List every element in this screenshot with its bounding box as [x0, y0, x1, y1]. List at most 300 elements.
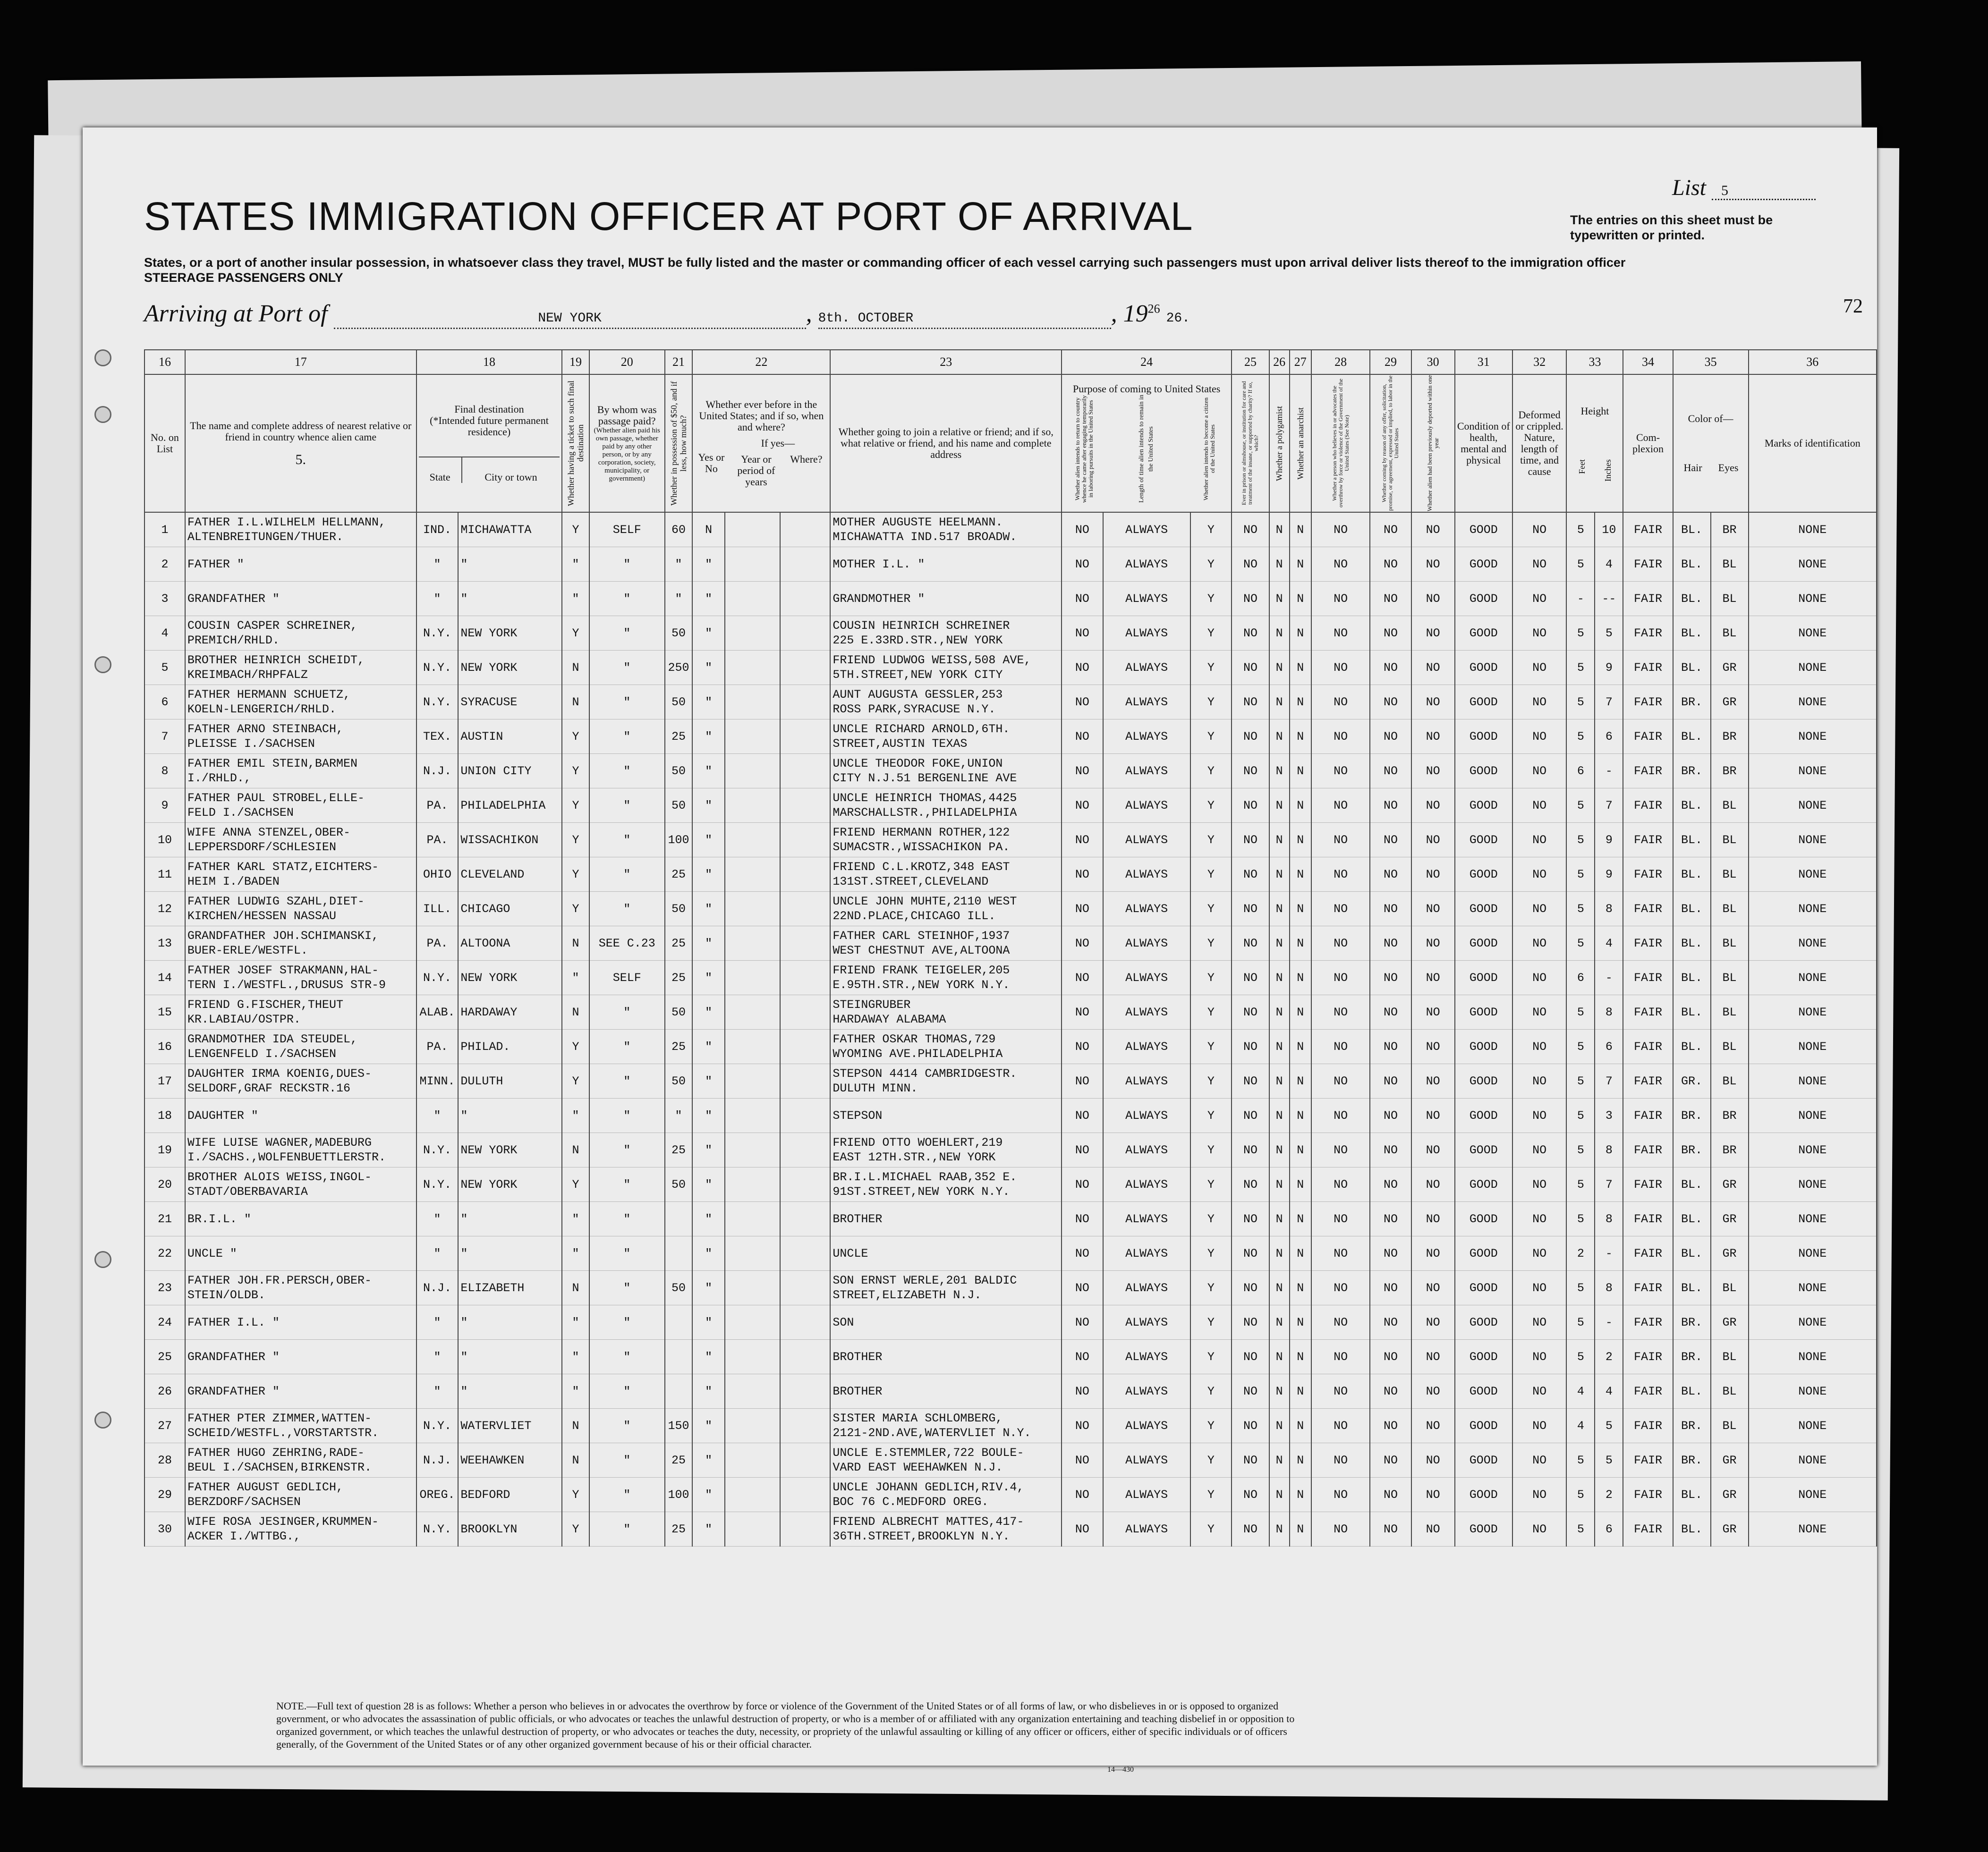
eyes-cell: BL: [1711, 1271, 1749, 1305]
overthrow-cell: NO: [1311, 892, 1370, 926]
hair-cell: BR.: [1673, 1099, 1711, 1133]
state-cell: ILL.: [416, 892, 459, 926]
joining-cell: [830, 1409, 1062, 1443]
anarchist-cell: N: [1290, 1064, 1311, 1099]
year-period-cell: [725, 616, 780, 651]
complexion-cell: FAIR: [1623, 1478, 1673, 1512]
year-period-cell: [725, 1374, 780, 1409]
polygamist-cell: N: [1269, 754, 1290, 788]
height-inches-cell: 8: [1595, 1133, 1623, 1167]
year-period-cell: [725, 754, 780, 788]
year-period-cell: [725, 1099, 780, 1133]
row-number: 7: [144, 719, 185, 754]
page-title: STATES IMMIGRATION OFFICER AT PORT OF ARRIVAL: [144, 194, 1193, 238]
complexion-cell: FAIR: [1623, 926, 1673, 961]
deformed-cell: NO: [1512, 1064, 1567, 1099]
col-ever-before: [692, 374, 830, 512]
eyes-cell: BL: [1711, 892, 1749, 926]
col-marks: Marks of identification: [1749, 374, 1877, 512]
nearest-relative-cell-line: FATHER HERMANN SCHUETZ,: [187, 688, 350, 702]
joining-cell-line: 36TH.STREET,BROOKLYN N.Y.: [833, 1530, 1010, 1543]
nearest-relative-cell-line: DAUGHTER IRMA KOENIG,DUES-: [187, 1067, 372, 1081]
complexion-cell: FAIR: [1623, 512, 1673, 547]
cash-cell: ": [665, 547, 693, 582]
length-of-stay-cell: ALWAYS: [1103, 857, 1190, 892]
citizen-cell: Y: [1190, 892, 1232, 926]
return-cell: NO: [1062, 1512, 1103, 1547]
cash-cell: 100: [665, 823, 693, 857]
prison-cell: NO: [1232, 1478, 1269, 1512]
eyes-cell: GR: [1711, 1236, 1749, 1271]
overthrow-cell: NO: [1311, 582, 1370, 616]
nearest-relative-cell-line: KREIMBACH/RHPFALZ: [187, 668, 308, 682]
height-inches-cell: 5: [1595, 616, 1623, 651]
overthrow-cell: NO: [1311, 995, 1370, 1030]
row-number: 10: [144, 823, 185, 857]
row-number: 29: [144, 1478, 185, 1512]
height-feet-cell: 6: [1566, 961, 1595, 995]
nearest-relative-cell: [185, 616, 416, 651]
joining-cell-line: 225 E.33RD.STR.,NEW YORK: [833, 634, 1003, 647]
passage-paid-cell: ": [589, 1271, 665, 1305]
year-period-cell: [725, 1340, 780, 1374]
joining-cell-line: AUNT AUGUSTA GESSLER,253: [833, 688, 1003, 702]
prison-cell: NO: [1232, 1133, 1269, 1167]
citizen-cell: Y: [1190, 651, 1232, 685]
height-feet-cell: 5: [1566, 1167, 1595, 1202]
height-feet-cell: 5: [1566, 1478, 1595, 1512]
complexion-cell: FAIR: [1623, 651, 1673, 685]
passage-paid-cell: ": [589, 719, 665, 754]
been-before-cell: ": [692, 616, 725, 651]
overthrow-cell: NO: [1311, 1409, 1370, 1443]
deported-cell: NO: [1411, 616, 1455, 651]
return-cell: NO: [1062, 1064, 1103, 1099]
cash-cell: 25: [665, 961, 693, 995]
polygamist-cell: N: [1269, 1064, 1290, 1099]
col-hair: Hair: [1683, 462, 1702, 474]
health-cell: GOOD: [1455, 961, 1512, 995]
polygamist-cell: N: [1269, 857, 1290, 892]
return-cell: NO: [1062, 961, 1103, 995]
joining-cell-line: STEPSON: [833, 1108, 883, 1123]
ticket-cell: Y: [562, 823, 589, 857]
eyes-cell: BR: [1711, 1133, 1749, 1167]
length-of-stay-cell: ALWAYS: [1103, 892, 1190, 926]
return-cell: NO: [1062, 892, 1103, 926]
nearest-relative-cell-line: FATHER ARNO STEINBACH,: [187, 722, 343, 736]
joining-cell: [830, 1064, 1062, 1099]
deformed-cell: NO: [1512, 995, 1567, 1030]
nearest-relative-cell-line: FATHER HUGO ZEHRING,RADE-: [187, 1446, 365, 1460]
deformed-cell: NO: [1512, 685, 1567, 719]
marks-cell: NONE: [1749, 1305, 1877, 1340]
overthrow-cell: NO: [1311, 1133, 1370, 1167]
contract-labor-cell: NO: [1370, 685, 1411, 719]
hair-cell: BL.: [1673, 892, 1711, 926]
arriving-label: Arriving at Port of: [144, 300, 328, 327]
deformed-cell: NO: [1512, 1167, 1567, 1202]
joining-cell-line: UNCLE: [833, 1246, 868, 1260]
ticket-cell: Y: [562, 1478, 589, 1512]
col-label: Whether in possession of $50, and if less, how much?: [669, 381, 688, 506]
passage-paid-cell: SELF: [589, 961, 665, 995]
hair-cell: BL.: [1673, 582, 1711, 616]
passage-paid-cell: ": [589, 892, 665, 926]
state-cell: PA.: [416, 1030, 459, 1064]
length-of-stay-cell: ALWAYS: [1103, 1167, 1190, 1202]
list-number: [1672, 175, 1816, 201]
state-cell: ": [416, 1305, 459, 1340]
col-eyes: Eyes: [1718, 462, 1739, 474]
health-cell: GOOD: [1455, 1271, 1512, 1305]
ticket-cell: ": [562, 547, 589, 582]
city-cell: MICHAWATTA: [458, 512, 562, 547]
year-period-cell: [725, 1236, 780, 1271]
nearest-relative-cell-line: GRANDFATHER ": [187, 592, 280, 606]
nearest-relative-cell: [185, 582, 416, 616]
marks-cell: NONE: [1749, 1340, 1877, 1374]
deported-cell: NO: [1411, 685, 1455, 719]
state-cell: ": [416, 1236, 459, 1271]
nearest-relative-cell: [185, 1030, 416, 1064]
ticket-cell: N: [562, 1133, 589, 1167]
citizen-cell: Y: [1190, 1478, 1232, 1512]
length-of-stay-cell: ALWAYS: [1103, 1305, 1190, 1340]
table-row: [144, 1271, 1877, 1305]
height-feet-cell: 5: [1566, 857, 1595, 892]
nearest-relative-cell-line: STEIN/OLDB.: [187, 1288, 265, 1302]
cash-cell: 50: [665, 616, 693, 651]
punch-hole: [94, 656, 111, 673]
cash-cell: 50: [665, 1271, 693, 1305]
year-period-cell: [725, 719, 780, 754]
height-feet-cell: 5: [1566, 1064, 1595, 1099]
where-cell: [780, 582, 831, 616]
joining-cell: [830, 857, 1062, 892]
been-before-cell: ": [692, 685, 725, 719]
eyes-cell: BR: [1711, 1099, 1749, 1133]
city-cell: PHILADELPHIA: [458, 788, 562, 823]
col-purpose-citizen: Whether alien intends to become a citizen of the United States: [1202, 397, 1216, 501]
col-inches: Inches: [1603, 459, 1613, 482]
city-cell: NEW YORK: [458, 1167, 562, 1202]
page-number: 72: [1843, 296, 1863, 317]
health-cell: GOOD: [1455, 651, 1512, 685]
nearest-relative-cell: [185, 961, 416, 995]
cash-cell: 250: [665, 651, 693, 685]
nearest-relative-cell-line: GRANDFATHER ": [187, 1384, 280, 1398]
table-row: [144, 1030, 1877, 1064]
where-cell: [780, 788, 831, 823]
height-inches-cell: 5: [1595, 1409, 1623, 1443]
hair-cell: BL.: [1673, 961, 1711, 995]
anarchist-cell: N: [1290, 1167, 1311, 1202]
health-cell: GOOD: [1455, 823, 1512, 857]
state-cell: ": [416, 582, 459, 616]
anarchist-cell: N: [1290, 1340, 1311, 1374]
joining-cell: [830, 1512, 1062, 1547]
col-number: 33: [1566, 350, 1623, 374]
punch-hole: [94, 349, 111, 366]
citizen-cell: Y: [1190, 1271, 1232, 1305]
length-of-stay-cell: ALWAYS: [1103, 1443, 1190, 1478]
return-cell: NO: [1062, 1271, 1103, 1305]
joining-cell: [830, 995, 1062, 1030]
joining-cell-line: DULUTH MINN.: [833, 1082, 918, 1095]
hair-cell: BL.: [1673, 1167, 1711, 1202]
cash-cell: 50: [665, 788, 693, 823]
ticket-cell: Y: [562, 1167, 589, 1202]
health-cell: GOOD: [1455, 1478, 1512, 1512]
where-cell: [780, 1409, 831, 1443]
year-period-cell: [725, 892, 780, 926]
contract-labor-cell: NO: [1370, 823, 1411, 857]
cash-cell: 25: [665, 1133, 693, 1167]
ticket-cell: N: [562, 926, 589, 961]
length-of-stay-cell: ALWAYS: [1103, 547, 1190, 582]
joining-cell-line: 91ST.STREET,NEW YORK N.Y.: [833, 1185, 1010, 1199]
marks-cell: NONE: [1749, 685, 1877, 719]
deported-cell: NO: [1411, 857, 1455, 892]
city-cell: AUSTIN: [458, 719, 562, 754]
length-of-stay-cell: ALWAYS: [1103, 1133, 1190, 1167]
year-period-cell: [725, 685, 780, 719]
polygamist-cell: N: [1269, 512, 1290, 547]
passage-paid-cell: ": [589, 1340, 665, 1374]
citizen-cell: Y: [1190, 1064, 1232, 1099]
joining-cell-line: BROTHER: [833, 1384, 883, 1398]
deported-cell: NO: [1411, 1202, 1455, 1236]
nearest-relative-cell: [185, 1064, 416, 1099]
polygamist-cell: N: [1269, 788, 1290, 823]
overthrow-cell: NO: [1311, 823, 1370, 857]
deported-cell: NO: [1411, 651, 1455, 685]
passage-paid-cell: SELF: [589, 512, 665, 547]
cash-cell: 50: [665, 892, 693, 926]
nearest-relative-cell: [185, 1236, 416, 1271]
port-value: NEW YORK: [538, 311, 602, 326]
nearest-relative-cell: [185, 719, 416, 754]
health-cell: GOOD: [1455, 1167, 1512, 1202]
col-state: State: [419, 457, 462, 483]
joining-cell-line: BROTHER: [833, 1212, 883, 1226]
col-number: 27: [1290, 350, 1311, 374]
anarchist-cell: N: [1290, 1374, 1311, 1409]
city-cell: ": [458, 582, 562, 616]
year-period-cell: [725, 1030, 780, 1064]
marks-cell: NONE: [1749, 1167, 1877, 1202]
joining-cell-line: BROTHER: [833, 1350, 883, 1364]
marks-cell: NONE: [1749, 1478, 1877, 1512]
nearest-relative-cell-line: FATHER JOSEF STRAKMANN,HAL-: [187, 964, 379, 977]
manifest-page: [83, 127, 1877, 1774]
polygamist-cell: N: [1269, 1030, 1290, 1064]
been-before-cell: N: [692, 512, 725, 547]
col-color-of: [1673, 374, 1749, 512]
eyes-cell: GR: [1711, 685, 1749, 719]
city-cell: ": [458, 1202, 562, 1236]
nearest-relative-cell-line: BEUL I./SACHSEN,BIRKENSTR.: [187, 1461, 372, 1474]
health-cell: GOOD: [1455, 1443, 1512, 1478]
polygamist-cell: N: [1269, 1099, 1290, 1133]
col-label: Purpose of coming to United States: [1073, 383, 1221, 395]
prison-cell: NO: [1232, 823, 1269, 857]
length-of-stay-cell: ALWAYS: [1103, 823, 1190, 857]
contract-labor-cell: NO: [1370, 1236, 1411, 1271]
overthrow-cell: NO: [1311, 1030, 1370, 1064]
row-number: 3: [144, 582, 185, 616]
height-feet-cell: 5: [1566, 1512, 1595, 1547]
row-number: 24: [144, 1305, 185, 1340]
cash-cell: 100: [665, 1478, 693, 1512]
complexion-cell: FAIR: [1623, 1443, 1673, 1478]
eyes-cell: BL: [1711, 1409, 1749, 1443]
been-before-cell: ": [692, 1099, 725, 1133]
table-row: [144, 616, 1877, 651]
length-of-stay-cell: ALWAYS: [1103, 1478, 1190, 1512]
city-cell: ": [458, 1340, 562, 1374]
been-before-cell: ": [692, 926, 725, 961]
table-row: [144, 1099, 1877, 1133]
joining-cell-line: FRIEND FRANK TEIGELER,205: [833, 964, 1010, 977]
marks-cell: NONE: [1749, 823, 1877, 857]
height-inches-cell: 6: [1595, 1512, 1623, 1547]
row-number: 20: [144, 1167, 185, 1202]
cash-cell: 25: [665, 1512, 693, 1547]
table-row: [144, 582, 1877, 616]
joining-cell-line: UNCLE HEINRICH THOMAS,4425: [833, 791, 1017, 805]
citizen-cell: Y: [1190, 1512, 1232, 1547]
citizen-cell: Y: [1190, 1133, 1232, 1167]
height-inches-cell: 9: [1595, 651, 1623, 685]
nearest-relative-cell-line: FATHER I.L.WILHELM HELLMANN,: [187, 516, 386, 529]
overthrow-cell: NO: [1311, 1064, 1370, 1099]
joining-cell-line: FRIEND ALBRECHT MATTES,417-: [833, 1515, 1024, 1529]
marks-cell: NONE: [1749, 857, 1877, 892]
eyes-cell: GR: [1711, 651, 1749, 685]
deported-cell: NO: [1411, 1099, 1455, 1133]
eyes-cell: BL: [1711, 995, 1749, 1030]
anarchist-cell: N: [1290, 961, 1311, 995]
year-period-cell: [725, 961, 780, 995]
prison-cell: NO: [1232, 1030, 1269, 1064]
ticket-cell: N: [562, 1409, 589, 1443]
cash-cell: 25: [665, 1030, 693, 1064]
table-row: [144, 1202, 1877, 1236]
complexion-cell: FAIR: [1623, 1236, 1673, 1271]
prison-cell: NO: [1232, 1271, 1269, 1305]
anarchist-cell: N: [1290, 754, 1311, 788]
anarchist-cell: N: [1290, 857, 1311, 892]
complexion-cell: FAIR: [1623, 582, 1673, 616]
contract-labor-cell: NO: [1370, 1064, 1411, 1099]
state-cell: ": [416, 1099, 459, 1133]
nearest-relative-cell-line: KOELN-LENGERICH/RHLD.: [187, 702, 336, 716]
hair-cell: BL.: [1673, 616, 1711, 651]
col-number: 23: [830, 350, 1062, 374]
nearest-relative-cell-line: PLEISSE I./SACHSEN: [187, 737, 315, 751]
passage-paid-cell: ": [589, 1443, 665, 1478]
state-cell: ": [416, 1202, 459, 1236]
passenger-table: [144, 349, 1877, 1547]
state-cell: ": [416, 1340, 459, 1374]
nearest-relative-cell-line: LEPPERSDORF/SCHLESIEN: [187, 840, 336, 854]
nearest-relative-cell: [185, 1340, 416, 1374]
joining-cell-line: 131ST.STREET,CLEVELAND: [833, 875, 989, 888]
col-label: Whether having a ticket to such final destination: [566, 381, 586, 506]
year-period-cell: [725, 1443, 780, 1478]
deported-cell: NO: [1411, 788, 1455, 823]
height-feet-cell: 5: [1566, 1271, 1595, 1305]
overthrow-cell: NO: [1311, 1236, 1370, 1271]
contract-labor-cell: NO: [1370, 547, 1411, 582]
hair-cell: BL.: [1673, 1271, 1711, 1305]
nearest-relative-cell-line: KR.LABIAU/OSTPR.: [187, 1013, 301, 1026]
length-of-stay-cell: ALWAYS: [1103, 788, 1190, 823]
polygamist-cell: N: [1269, 1133, 1290, 1167]
row-number: 28: [144, 1443, 185, 1478]
hair-cell: BL.: [1673, 926, 1711, 961]
health-cell: GOOD: [1455, 1236, 1512, 1271]
where-cell: [780, 1512, 831, 1547]
joining-cell: [830, 1236, 1062, 1271]
joining-cell-line: GRANDMOTHER ": [833, 592, 925, 606]
citizen-cell: Y: [1190, 1236, 1232, 1271]
ticket-cell: Y: [562, 892, 589, 926]
anarchist-cell: N: [1290, 1133, 1311, 1167]
eyes-cell: BL: [1711, 857, 1749, 892]
state-cell: ALAB.: [416, 995, 459, 1030]
deformed-cell: NO: [1512, 754, 1567, 788]
deformed-cell: NO: [1512, 1478, 1567, 1512]
hair-cell: GR.: [1673, 1064, 1711, 1099]
passage-paid-cell: ": [589, 1202, 665, 1236]
overthrow-cell: NO: [1311, 1340, 1370, 1374]
deformed-cell: NO: [1512, 1340, 1567, 1374]
height-feet-cell: 5: [1566, 719, 1595, 754]
joining-cell: [830, 1271, 1062, 1305]
marks-cell: NONE: [1749, 961, 1877, 995]
health-cell: GOOD: [1455, 1409, 1512, 1443]
height-inches-cell: 9: [1595, 857, 1623, 892]
deformed-cell: NO: [1512, 582, 1567, 616]
return-cell: NO: [1062, 995, 1103, 1030]
city-cell: WATERVLIET: [458, 1409, 562, 1443]
ticket-cell: ": [562, 1374, 589, 1409]
height-inches-cell: -: [1595, 961, 1623, 995]
nearest-relative-cell-line: FATHER PTER ZIMMER,WATTEN-: [187, 1412, 372, 1425]
where-cell: [780, 512, 831, 547]
prison-cell: NO: [1232, 1409, 1269, 1443]
punch-hole: [94, 406, 111, 423]
nearest-relative-cell: [185, 823, 416, 857]
joining-cell-line: HARDAWAY ALABAMA: [833, 1013, 946, 1026]
joining-cell: [830, 616, 1062, 651]
length-of-stay-cell: ALWAYS: [1103, 1409, 1190, 1443]
cash-cell: 50: [665, 1064, 693, 1099]
deported-cell: NO: [1411, 823, 1455, 857]
height-feet-cell: 5: [1566, 995, 1595, 1030]
passenger-rows: [144, 512, 1877, 1547]
been-before-cell: ": [692, 892, 725, 926]
joining-cell-line: UNCLE THEODOR FOKE,UNION: [833, 757, 1003, 770]
nearest-relative-cell: [185, 1374, 416, 1409]
col-number: 28: [1311, 350, 1370, 374]
been-before-cell: ": [692, 857, 725, 892]
nearest-relative-cell-line: WIFE ANNA STENZEL,OBER-: [187, 826, 350, 839]
anarchist-cell: N: [1290, 1478, 1311, 1512]
